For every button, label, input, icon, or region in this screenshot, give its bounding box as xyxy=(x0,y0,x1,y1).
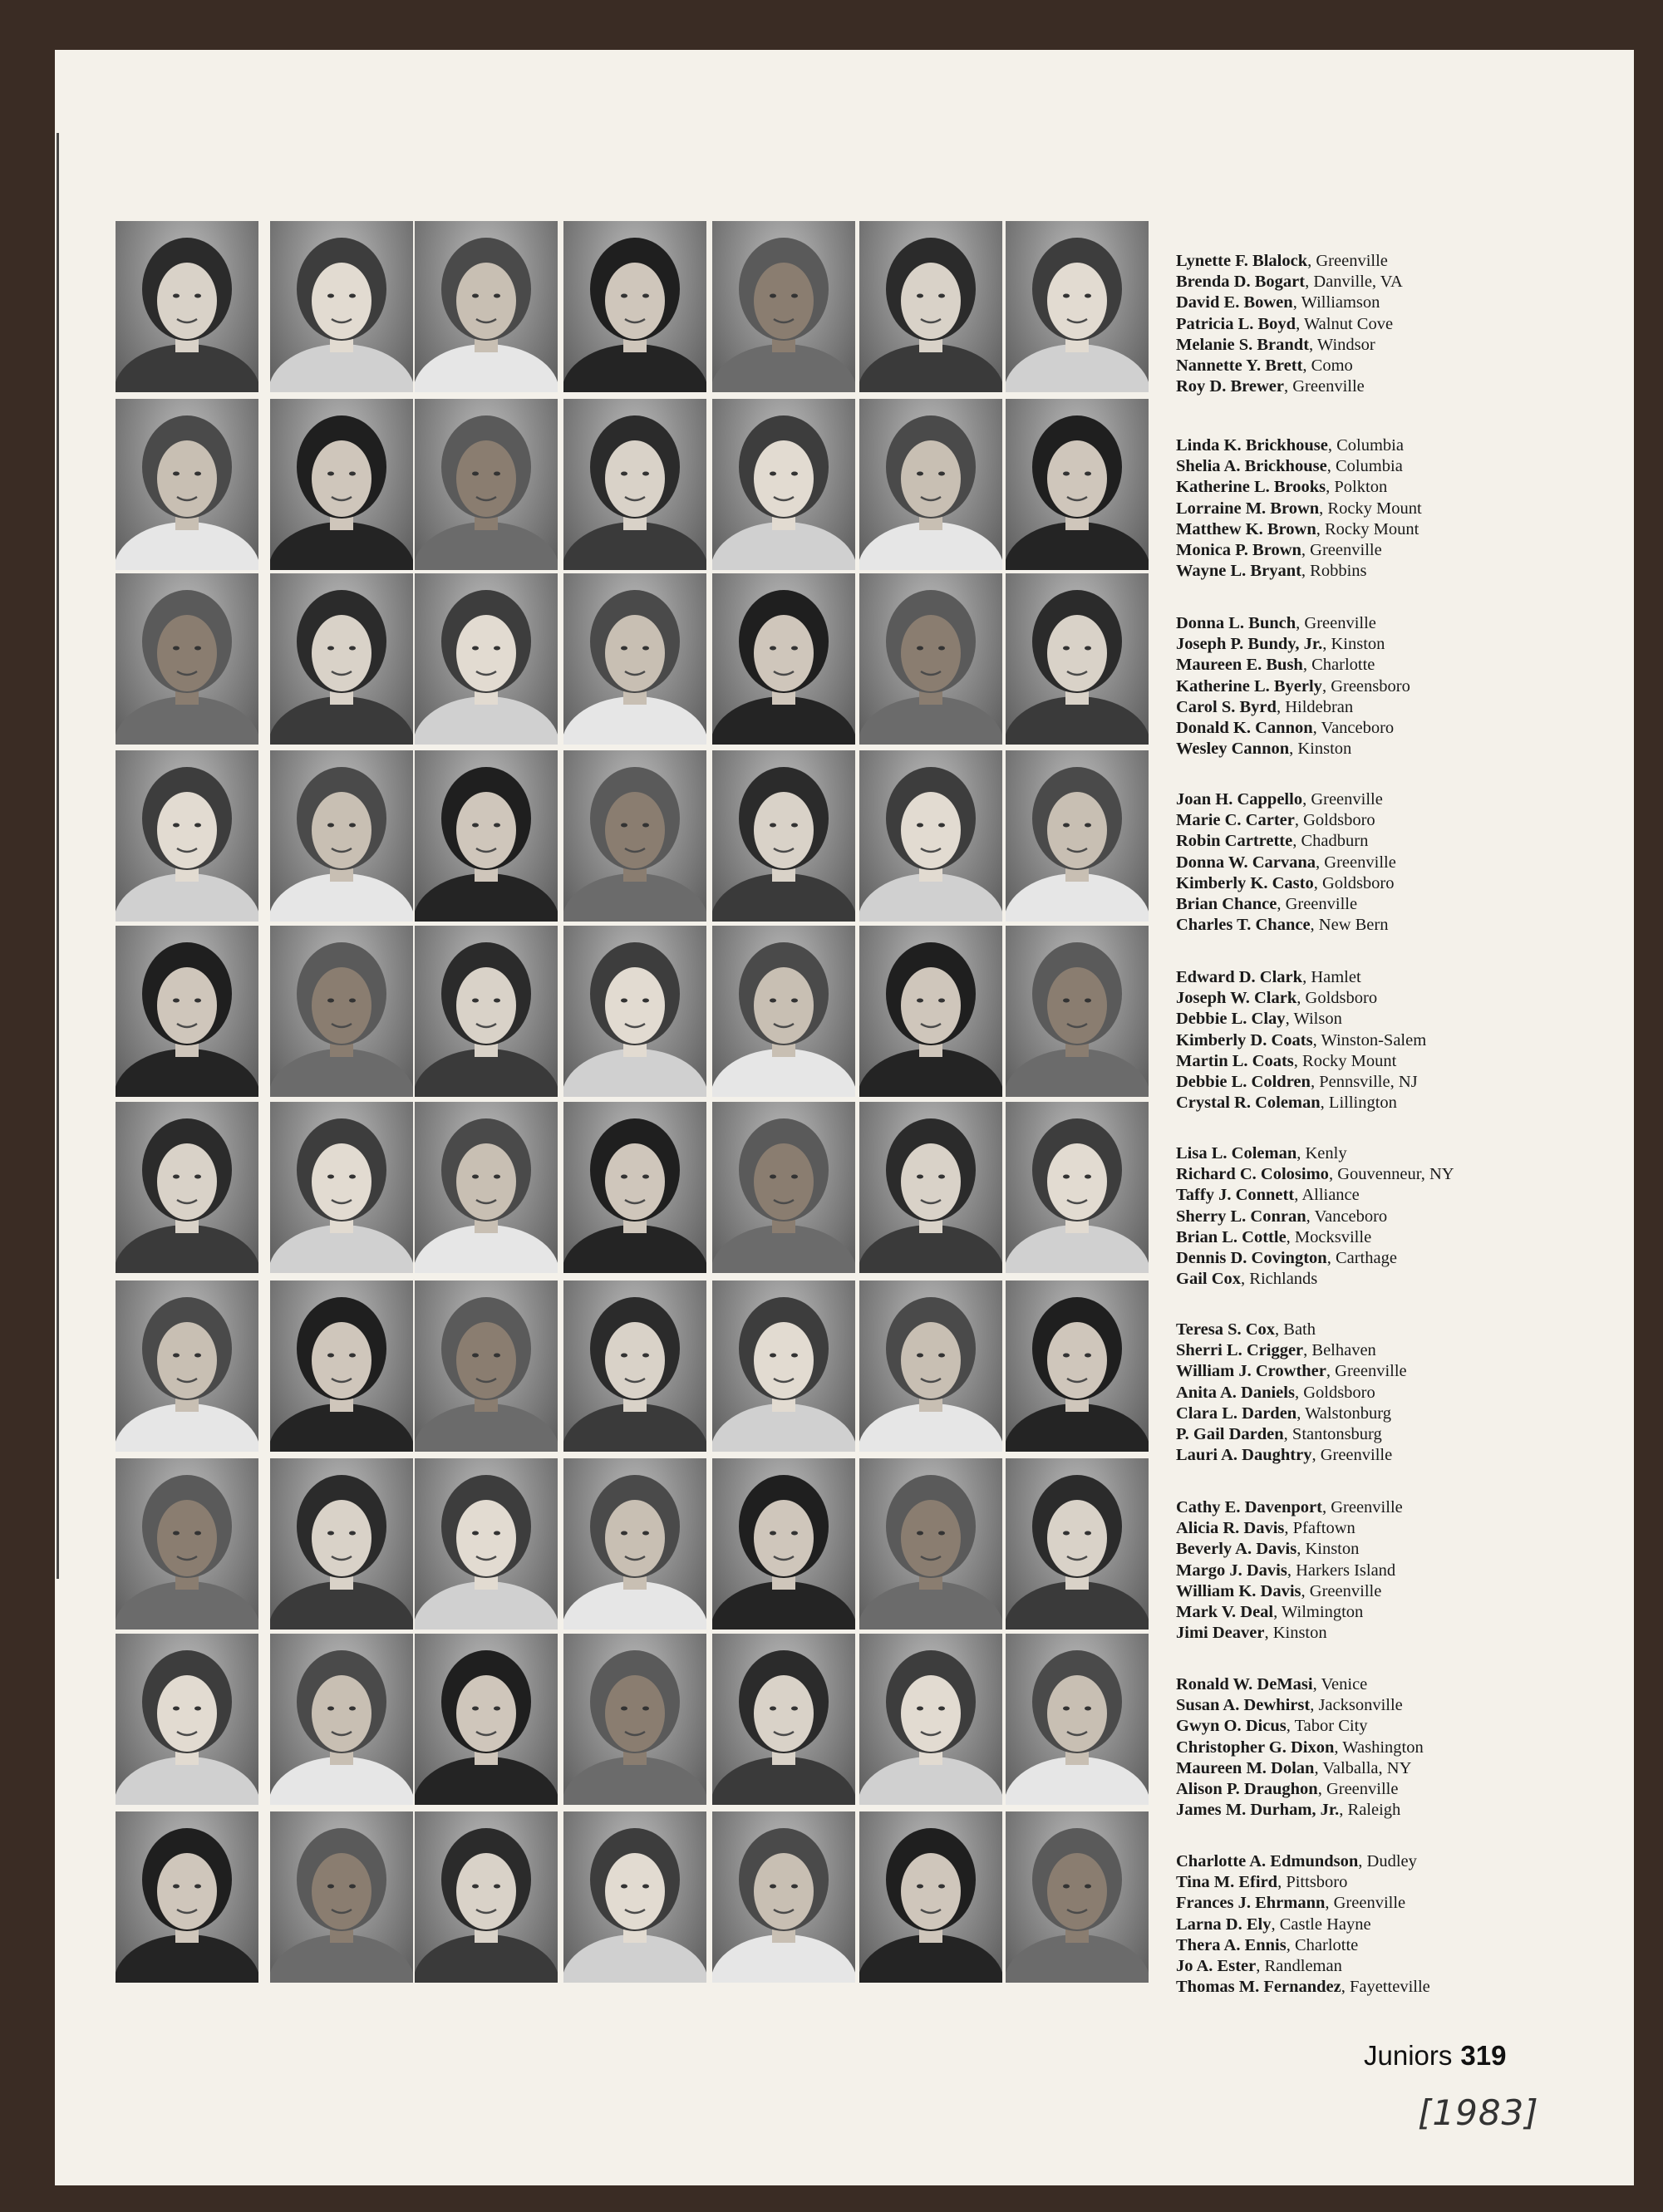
binding-edge xyxy=(57,133,59,1579)
caption-line: Maureen E. Bush, Charlotte xyxy=(1176,656,1375,675)
hometown: Belhaven xyxy=(1311,1341,1376,1360)
student-name: Cathy E. Davenport xyxy=(1176,1498,1322,1516)
student-name: Robin Cartrette xyxy=(1176,832,1293,851)
portrait-photo xyxy=(116,926,258,1097)
caption-line: Brian Chance, Greenville xyxy=(1176,895,1358,914)
student-name: Roy D. Brewer xyxy=(1176,377,1284,396)
hometown: Goldsboro xyxy=(1321,873,1395,892)
student-name: Katherine L. Brooks xyxy=(1176,478,1326,497)
student-name: James M. Durham, Jr. xyxy=(1176,1801,1340,1820)
hometown: Greenville xyxy=(1324,853,1396,872)
student-name: Jimi Deaver xyxy=(1176,1624,1265,1643)
caption-line: Cathy E. Davenport, Greenville xyxy=(1176,1498,1403,1516)
hometown: Valballa, NY xyxy=(1322,1758,1412,1777)
student-name: Gail Cox xyxy=(1176,1270,1242,1289)
name-caption-block xyxy=(1176,1143,1592,1290)
caption-line: Beverly A. Davis, Kinston xyxy=(1176,1540,1360,1559)
hometown: Pittsboro xyxy=(1286,1873,1348,1892)
caption-line: Clara L. Darden, Walstonburg xyxy=(1176,1403,1391,1423)
caption-line: Monica P. Brown, Greenville xyxy=(1176,541,1382,560)
caption-line: Lorraine M. Brown, Rocky Mount xyxy=(1176,499,1422,518)
yearbook-page xyxy=(55,50,1634,2185)
student-name: Lisa L. Coleman xyxy=(1176,1144,1297,1163)
portrait-photo xyxy=(415,1458,558,1630)
student-name: Melanie S. Brandt xyxy=(1176,335,1310,354)
caption-line: Jo A. Ester, Randleman xyxy=(1176,1957,1342,1976)
caption-line: Sherry L. Conran, Vanceboro xyxy=(1176,1207,1388,1226)
student-name: William K. Davis xyxy=(1176,1581,1301,1600)
hometown: Greenville xyxy=(1326,1780,1399,1799)
hometown: Polkton xyxy=(1334,478,1388,497)
caption-line: Ronald W. DeMasi, Venice xyxy=(1176,1675,1368,1693)
hometown: Wilmington xyxy=(1282,1603,1364,1622)
student-name: David E. Bowen xyxy=(1176,293,1293,312)
portrait-photo xyxy=(116,1102,258,1273)
hometown: Richlands xyxy=(1249,1270,1318,1289)
hometown: Goldsboro xyxy=(1305,989,1378,1008)
portrait-photo xyxy=(270,750,413,922)
caption-line: Kimberly K. Casto, Goldsboro xyxy=(1176,873,1395,892)
name-caption-block xyxy=(1176,251,1592,397)
student-name: Carol S. Byrd xyxy=(1176,697,1277,716)
hometown: Greenville xyxy=(1304,614,1376,632)
portrait-photo xyxy=(415,1634,558,1805)
portrait-photo xyxy=(712,1102,855,1273)
portrait-photo xyxy=(116,1634,258,1805)
student-name: Alison P. Draughon xyxy=(1176,1780,1318,1799)
hometown: Columbia xyxy=(1336,436,1404,455)
hometown: Windsor xyxy=(1316,335,1375,354)
hometown: Washington xyxy=(1342,1738,1424,1757)
student-name: Frances J. Ehrmann xyxy=(1176,1894,1326,1913)
hometown: Goldsboro xyxy=(1303,811,1375,830)
portrait-photo xyxy=(270,221,413,392)
portrait-photo xyxy=(563,1634,706,1805)
caption-line: Anita A. Daniels, Goldsboro xyxy=(1176,1383,1375,1402)
caption-line: Richard C. Colosimo, Gouvenneur, NY xyxy=(1176,1165,1454,1184)
portrait-photo xyxy=(415,1811,558,1983)
portrait-photo xyxy=(712,221,855,392)
hometown: Raleigh xyxy=(1347,1801,1401,1820)
student-name: Tina M. Efird xyxy=(1176,1873,1278,1892)
portrait-photo xyxy=(859,573,1002,745)
hometown: Rocky Mount xyxy=(1302,1051,1397,1070)
caption-line: Gail Cox, Richlands xyxy=(1176,1270,1318,1289)
hometown: Greenville xyxy=(1320,1446,1393,1465)
student-name: Matthew K. Brown xyxy=(1176,519,1316,538)
caption-line: Wesley Cannon, Kinston xyxy=(1176,740,1352,759)
portrait-photo xyxy=(563,1458,706,1630)
portrait-photo xyxy=(116,750,258,922)
handwritten-year-note: [1983] xyxy=(1418,2092,1539,2133)
caption-line: Donna W. Carvana, Greenville xyxy=(1176,853,1396,872)
hometown: Greenville xyxy=(1331,1498,1403,1516)
section-title: Juniors xyxy=(1364,2040,1453,2071)
portrait-photo xyxy=(270,573,413,745)
portrait-photo xyxy=(563,926,706,1097)
portrait-photo xyxy=(415,1102,558,1273)
student-name: Crystal R. Coleman xyxy=(1176,1094,1321,1113)
hometown: Robbins xyxy=(1310,562,1367,581)
caption-line: Lisa L. Coleman, Kenly xyxy=(1176,1144,1347,1163)
caption-line: Debbie L. Coldren, Pennsville, NJ xyxy=(1176,1073,1418,1092)
portrait-photo xyxy=(563,573,706,745)
name-caption-block xyxy=(1176,1497,1592,1644)
student-name: Linda K. Brickhouse xyxy=(1176,436,1328,455)
portrait-photo xyxy=(563,221,706,392)
portrait-photo xyxy=(116,399,258,570)
hometown: Stantonsburg xyxy=(1292,1425,1382,1444)
caption-line: Sherri L. Crigger, Belhaven xyxy=(1176,1341,1376,1360)
hometown: Rocky Mount xyxy=(1327,499,1422,518)
hometown: Chadburn xyxy=(1301,832,1369,851)
portrait-photo xyxy=(270,1102,413,1273)
caption-line: Alicia R. Davis, Pfaftown xyxy=(1176,1519,1355,1538)
student-name: Christopher G. Dixon xyxy=(1176,1738,1335,1757)
portrait-photo xyxy=(415,573,558,745)
portrait-photo xyxy=(1006,1281,1149,1452)
hometown: Hildebran xyxy=(1285,697,1354,716)
student-name: Marie C. Carter xyxy=(1176,811,1295,830)
caption-line: Gwyn O. Dicus, Tabor City xyxy=(1176,1717,1368,1736)
portrait-photo xyxy=(859,399,1002,570)
student-name: Richard C. Colosimo xyxy=(1176,1165,1329,1184)
hometown: Gouvenneur, NY xyxy=(1337,1165,1454,1184)
student-name: Maureen E. Bush xyxy=(1176,656,1303,675)
caption-line: Alison P. Draughon, Greenville xyxy=(1176,1780,1399,1799)
hometown: Alliance xyxy=(1301,1186,1360,1205)
portrait-photo xyxy=(712,399,855,570)
student-name: Alicia R. Davis xyxy=(1176,1519,1285,1538)
student-name: Maureen M. Dolan xyxy=(1176,1758,1315,1777)
caption-line: Teresa S. Cox, Bath xyxy=(1176,1320,1316,1339)
portrait-photo xyxy=(859,1811,1002,1983)
caption-line: Larna D. Ely, Castle Hayne xyxy=(1176,1915,1371,1934)
hometown: Greensboro xyxy=(1331,676,1410,696)
caption-line: Kimberly D. Coats, Winston-Salem xyxy=(1176,1030,1427,1049)
portrait-photo xyxy=(1006,1634,1149,1805)
caption-line: Debbie L. Clay, Wilson xyxy=(1176,1010,1342,1029)
hometown: Jacksonville xyxy=(1318,1696,1403,1715)
student-name: Ronald W. DeMasi xyxy=(1176,1675,1313,1693)
portrait-photo xyxy=(1006,1458,1149,1630)
student-name: Brian Chance xyxy=(1176,895,1277,914)
caption-line: Charlotte A. Edmundson, Dudley xyxy=(1176,1852,1417,1870)
student-name: Katherine L. Byerly xyxy=(1176,676,1322,696)
caption-line: Joseph P. Bundy, Jr., Kinston xyxy=(1176,635,1385,654)
portrait-photo xyxy=(116,573,258,745)
student-name: Monica P. Brown xyxy=(1176,541,1301,560)
caption-line: Dennis D. Covington, Carthage xyxy=(1176,1249,1397,1268)
caption-line: Matthew K. Brown, Rocky Mount xyxy=(1176,519,1419,538)
portrait-photo xyxy=(270,1281,413,1452)
caption-line: Edward D. Clark, Hamlet xyxy=(1176,968,1361,986)
hometown: Rocky Mount xyxy=(1325,519,1419,538)
student-name: Joan H. Cappello xyxy=(1176,790,1303,809)
student-name: Patricia L. Boyd xyxy=(1176,314,1296,333)
portrait-photo xyxy=(859,1102,1002,1273)
portrait-photo xyxy=(415,399,558,570)
hometown: Columbia xyxy=(1335,457,1403,476)
portrait-photo xyxy=(116,1811,258,1983)
portrait-photo xyxy=(270,399,413,570)
student-name: Margo J. Davis xyxy=(1176,1561,1287,1580)
hometown: Kinston xyxy=(1305,1540,1360,1559)
student-name: Clara L. Darden xyxy=(1176,1403,1297,1423)
caption-line: Roy D. Brewer, Greenville xyxy=(1176,377,1365,396)
student-name: Larna D. Ely xyxy=(1176,1915,1272,1934)
portrait-photo xyxy=(712,1811,855,1983)
caption-line: Nannette Y. Brett, Como xyxy=(1176,356,1353,376)
hometown: Fayetteville xyxy=(1349,1978,1430,1997)
portrait-photo xyxy=(270,1811,413,1983)
caption-line: Brian L. Cottle, Mocksville xyxy=(1176,1227,1372,1246)
portrait-photo xyxy=(415,926,558,1097)
portrait-photo xyxy=(270,926,413,1097)
caption-line: Mark V. Deal, Wilmington xyxy=(1176,1603,1364,1622)
hometown: Greenville xyxy=(1333,1894,1406,1913)
portrait-photo xyxy=(859,750,1002,922)
student-name: Martin L. Coats xyxy=(1176,1051,1294,1070)
caption-line: Linda K. Brickhouse, Columbia xyxy=(1176,436,1404,455)
caption-line: Brenda D. Bogart, Danville, VA xyxy=(1176,273,1403,292)
portrait-photo xyxy=(116,1458,258,1630)
student-name: Brian L. Cottle xyxy=(1176,1227,1287,1246)
portrait-photo xyxy=(563,1811,706,1983)
portrait-photo xyxy=(1006,750,1149,922)
hometown: Como xyxy=(1311,356,1353,376)
student-name: Thera A. Ennis xyxy=(1176,1935,1287,1954)
student-name: Donna L. Bunch xyxy=(1176,614,1296,632)
portrait-photo xyxy=(1006,1811,1149,1983)
student-name: Teresa S. Cox xyxy=(1176,1320,1276,1339)
student-name: Wayne L. Bryant xyxy=(1176,562,1301,581)
hometown: Venice xyxy=(1321,1675,1368,1693)
portrait-photo xyxy=(1006,399,1149,570)
hometown: Pennsville, NJ xyxy=(1319,1073,1418,1092)
caption-line: Margo J. Davis, Harkers Island xyxy=(1176,1561,1396,1580)
page-folio xyxy=(1364,2040,1506,2072)
caption-line: Frances J. Ehrmann, Greenville xyxy=(1176,1894,1406,1913)
hometown: Goldsboro xyxy=(1303,1383,1375,1402)
portrait-photo xyxy=(712,750,855,922)
student-name: Brenda D. Bogart xyxy=(1176,273,1306,292)
caption-line: Tina M. Efird, Pittsboro xyxy=(1176,1873,1348,1892)
caption-line: Katherine L. Byerly, Greensboro xyxy=(1176,676,1410,696)
hometown: Danville, VA xyxy=(1313,273,1403,292)
caption-line: Carol S. Byrd, Hildebran xyxy=(1176,697,1354,716)
student-name: Beverly A. Davis xyxy=(1176,1540,1297,1559)
portrait-photo xyxy=(859,1281,1002,1452)
student-name: Jo A. Ester xyxy=(1176,1957,1257,1976)
student-name: P. Gail Darden xyxy=(1176,1425,1284,1444)
student-name: Donna W. Carvana xyxy=(1176,853,1316,872)
caption-line: Thomas M. Fernandez, Fayetteville xyxy=(1176,1978,1430,1997)
portrait-photo xyxy=(1006,221,1149,392)
hometown: Castle Hayne xyxy=(1279,1915,1371,1934)
caption-line: David E. Bowen, Williamson xyxy=(1176,293,1380,312)
portrait-photo xyxy=(270,1458,413,1630)
portrait-photo xyxy=(712,1458,855,1630)
portrait-photo xyxy=(859,926,1002,1097)
student-name: Lauri A. Daughtry xyxy=(1176,1446,1312,1465)
student-name: Thomas M. Fernandez xyxy=(1176,1978,1341,1997)
portrait-photo xyxy=(415,221,558,392)
student-name: Kimberly K. Casto xyxy=(1176,873,1314,892)
student-name: Kimberly D. Coats xyxy=(1176,1030,1313,1049)
caption-line: Marie C. Carter, Goldsboro xyxy=(1176,811,1375,830)
hometown: Kinston xyxy=(1331,635,1385,654)
hometown: Greenville xyxy=(1335,1362,1407,1381)
student-name: Sherri L. Crigger xyxy=(1176,1341,1304,1360)
portrait-photo xyxy=(1006,573,1149,745)
portrait-photo xyxy=(859,1634,1002,1805)
hometown: Greenville xyxy=(1309,1581,1382,1600)
caption-line: Wayne L. Bryant, Robbins xyxy=(1176,562,1367,581)
student-name: Gwyn O. Dicus xyxy=(1176,1717,1287,1736)
hometown: Harkers Island xyxy=(1296,1561,1396,1580)
hometown: Greenville xyxy=(1285,895,1358,914)
student-name: Nannette Y. Brett xyxy=(1176,356,1303,376)
caption-line: Jimi Deaver, Kinston xyxy=(1176,1624,1327,1643)
student-name: Dennis D. Covington xyxy=(1176,1249,1327,1268)
name-caption-block xyxy=(1176,435,1592,582)
portrait-photo xyxy=(116,1281,258,1452)
hometown: Mocksville xyxy=(1294,1227,1372,1246)
hometown: Kenly xyxy=(1305,1144,1347,1163)
caption-line: Charles T. Chance, New Bern xyxy=(1176,916,1389,935)
hometown: Greenville xyxy=(1311,790,1383,809)
caption-line: Donald K. Cannon, Vanceboro xyxy=(1176,719,1395,738)
hometown: Walnut Cove xyxy=(1303,314,1394,333)
hometown: Carthage xyxy=(1335,1249,1397,1268)
portrait-photo xyxy=(563,399,706,570)
name-caption-block xyxy=(1176,1851,1592,1998)
caption-line: Joseph W. Clark, Goldsboro xyxy=(1176,989,1378,1008)
student-name: Taffy J. Connett xyxy=(1176,1186,1295,1205)
caption-line: Melanie S. Brandt, Windsor xyxy=(1176,335,1375,354)
caption-line: Lynette F. Blalock, Greenville xyxy=(1176,252,1388,270)
hometown: Dudley xyxy=(1366,1852,1417,1870)
caption-line: Martin L. Coats, Rocky Mount xyxy=(1176,1051,1397,1070)
portrait-photo xyxy=(712,1634,855,1805)
student-name: Sherry L. Conran xyxy=(1176,1207,1306,1226)
portrait-photo xyxy=(270,1634,413,1805)
hometown: Pfaftown xyxy=(1292,1519,1355,1538)
page-number: 319 xyxy=(1460,2040,1507,2071)
hometown: Lillington xyxy=(1328,1094,1397,1113)
portrait-photo xyxy=(563,750,706,922)
hometown: Kinston xyxy=(1297,740,1352,759)
portrait-photo xyxy=(1006,1102,1149,1273)
caption-line: William K. Davis, Greenville xyxy=(1176,1581,1382,1600)
name-caption-block xyxy=(1176,967,1592,1113)
hometown: Hamlet xyxy=(1311,968,1361,986)
hometown: Bath xyxy=(1283,1320,1316,1339)
caption-line: Lauri A. Daughtry, Greenville xyxy=(1176,1446,1393,1465)
caption-line: Shelia A. Brickhouse, Columbia xyxy=(1176,457,1403,476)
student-name: Lorraine M. Brown xyxy=(1176,499,1320,518)
caption-line: Robin Cartrette, Chadburn xyxy=(1176,832,1369,851)
hometown: Charlotte xyxy=(1311,656,1375,675)
hometown: Greenville xyxy=(1310,541,1382,560)
hometown: Williamson xyxy=(1301,293,1380,312)
caption-line: William J. Crowther, Greenville xyxy=(1176,1362,1407,1381)
hometown: Wilson xyxy=(1293,1010,1342,1029)
caption-line: Susan A. Dewhirst, Jacksonville xyxy=(1176,1696,1403,1715)
student-name: Shelia A. Brickhouse xyxy=(1176,457,1327,476)
caption-line: P. Gail Darden, Stantonsburg xyxy=(1176,1425,1382,1444)
student-name: Joseph P. Bundy, Jr. xyxy=(1176,635,1323,654)
student-name: Charlotte A. Edmundson xyxy=(1176,1852,1359,1870)
student-name: Donald K. Cannon xyxy=(1176,719,1313,738)
hometown: New Bern xyxy=(1318,916,1389,935)
hometown: Vanceboro xyxy=(1314,1207,1388,1226)
caption-line: Taffy J. Connett, Alliance xyxy=(1176,1186,1360,1205)
portrait-photo xyxy=(415,1281,558,1452)
student-name: Charles T. Chance xyxy=(1176,916,1311,935)
hometown: Walstonburg xyxy=(1305,1403,1391,1423)
name-caption-block xyxy=(1176,1674,1592,1821)
portrait-photo xyxy=(116,221,258,392)
caption-line: Joan H. Cappello, Greenville xyxy=(1176,790,1383,809)
caption-line: Thera A. Ennis, Charlotte xyxy=(1176,1935,1359,1954)
portrait-photo xyxy=(712,573,855,745)
student-name: Lynette F. Blalock xyxy=(1176,252,1308,270)
portrait-photo xyxy=(859,221,1002,392)
student-name: Wesley Cannon xyxy=(1176,740,1290,759)
portrait-photo xyxy=(415,750,558,922)
name-caption-block xyxy=(1176,789,1592,936)
portrait-photo xyxy=(712,926,855,1097)
student-name: Joseph W. Clark xyxy=(1176,989,1297,1008)
student-name: Mark V. Deal xyxy=(1176,1603,1274,1622)
hometown: Kinston xyxy=(1272,1624,1327,1643)
hometown: Winston-Salem xyxy=(1321,1030,1427,1049)
portrait-photo xyxy=(1006,926,1149,1097)
student-name: Susan A. Dewhirst xyxy=(1176,1696,1311,1715)
student-name: Anita A. Daniels xyxy=(1176,1383,1295,1402)
caption-line: Maureen M. Dolan, Valballa, NY xyxy=(1176,1758,1412,1777)
hometown: Tabor City xyxy=(1294,1717,1368,1736)
caption-line: Donna L. Bunch, Greenville xyxy=(1176,614,1376,632)
name-caption-block xyxy=(1176,1320,1592,1466)
caption-line: Crystal R. Coleman, Lillington xyxy=(1176,1094,1397,1113)
hometown: Randleman xyxy=(1264,1957,1342,1976)
portrait-photo xyxy=(859,1458,1002,1630)
name-caption-block xyxy=(1176,613,1592,759)
portrait-photo xyxy=(712,1281,855,1452)
caption-line: Katherine L. Brooks, Polkton xyxy=(1176,478,1388,497)
hometown: Greenville xyxy=(1316,252,1388,270)
student-name: Debbie L. Coldren xyxy=(1176,1073,1311,1092)
hometown: Charlotte xyxy=(1294,1935,1359,1954)
student-name: Edward D. Clark xyxy=(1176,968,1303,986)
portrait-photo xyxy=(563,1102,706,1273)
portrait-photo xyxy=(563,1281,706,1452)
student-name: William J. Crowther xyxy=(1176,1362,1326,1381)
student-name: Debbie L. Clay xyxy=(1176,1010,1286,1029)
caption-line: Patricia L. Boyd, Walnut Cove xyxy=(1176,314,1394,333)
hometown: Greenville xyxy=(1292,377,1365,396)
hometown: Vanceboro xyxy=(1321,719,1395,738)
caption-line: James M. Durham, Jr., Raleigh xyxy=(1176,1801,1401,1820)
caption-line: Christopher G. Dixon, Washington xyxy=(1176,1738,1424,1757)
